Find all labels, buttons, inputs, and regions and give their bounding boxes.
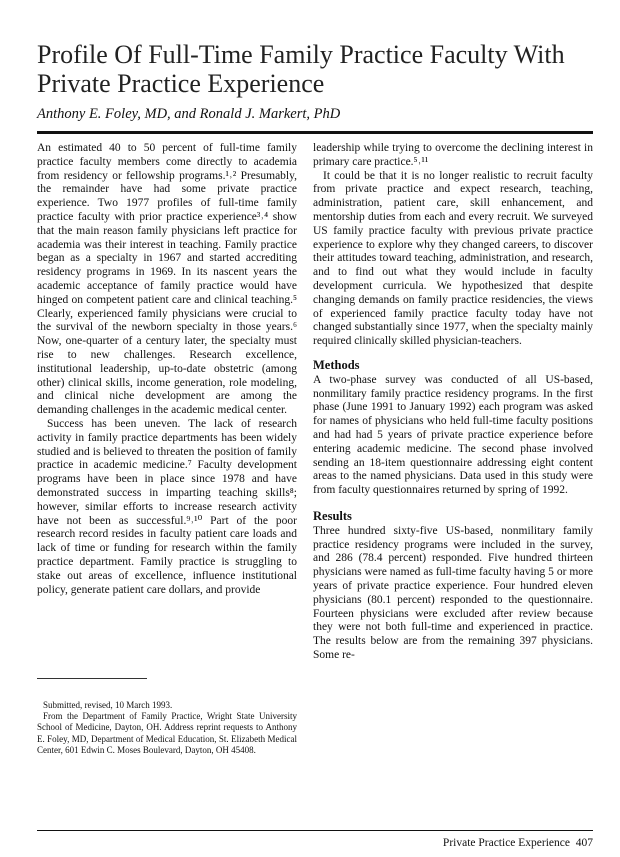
running-head: Private Practice Experience — [442, 837, 570, 849]
methods-heading: Methods — [313, 357, 360, 372]
footnote-block — [37, 700, 297, 756]
left-column — [37, 142, 297, 597]
body-paragraph: Success has been uneven. The lack of research activity in family practice departments has been widely studied and is believed to threaten the position of family practice in academic medicine.⁷ Faculty development programs have been in place since 1978 and have demonstrated success in imparting teaching skills⁸; however, similar efforts to increase research activity have not been as successful.⁹˒¹⁰ Part of the poor research record resides in faculty patient care loads and lack of time or funding for research within the family practice department. Family practice is struggling to stake out areas of excellence, influence institutional policy, generate patient care dollars, and provide — [37, 417, 297, 596]
affiliation-note: From the Department of Family Practice, Wright State University School of Medicine, Dayton, OH. Address reprint requests to Anthony E. Foley, MD, Department of Medical Education, St. Elizabeth Medical Center, 601 Edwin C. Moses Boulevard, Dayton, OH 45408. — [37, 711, 297, 755]
header-rule — [37, 131, 593, 134]
author-line: Anthony E. Foley, MD, and Ronald J. Markert, PhD — [37, 106, 341, 122]
methods-paragraph: A two-phase survey was conducted of all US-based, nonmilitary family practice residency programs. In the first phase (June 1991 to January 1992) each program was asked for names of physicians who held full-time faculty positions and had had 5 years of private practice experience before entering academic medicine. The second phase involved sending an 18-item questionnaire addressing eight content areas to the named physicians. Data used in this study were from faculty questionnaires returned by spring of 1992. — [313, 373, 593, 497]
page-number: 407 — [575, 837, 593, 849]
submitted-note: Submitted, revised, 10 March 1993. — [43, 700, 173, 710]
footer-rule — [37, 830, 593, 831]
results-heading: Results — [313, 508, 352, 523]
footnote-rule — [37, 678, 147, 679]
body-paragraph: leadership while trying to overcome the declining interest in primary care practice.⁵˒¹¹ — [313, 142, 593, 168]
body-paragraph: An estimated 40 to 50 percent of full-time family practice faculty members come directly to academia from residency or fellowship programs.¹˒² Presumably, the remainder have had some private practice experience. Two 1977 profiles of full-time family practice faculty with prior practice experience³˒⁴ show that the main reason family physicians left practice for academia was their interest in teaching. Family practice began as a specialty in 1967 and started accrediting residency programs in 1969. In its nascent years the academic acceptance of family practice would have hinged on competent patient care and clinical teaching.⁵ Clearly, experienced family physicians were crucial to the survival of the newborn specialty in those years.⁶ Now, one-quarter of a century later, the specialty must rise to new challenges. Research excellence, institutional leadership, up-to-date obstetric (among other) clinical skills, income generation, role modeling, and clinical niche development are among the demanding challenges in the academic medical center. — [37, 142, 297, 417]
body-paragraph: It could be that it is no longer realistic to recruit faculty from private practice and expect research, teaching, administration, patient care, skill enhancement, and mentorship duties from each and every recruit. We surveyed US family practice faculty with previous private practice experience to explore why they changed careers, to discover their attitudes toward teaching, administration, and research, and to find out what they would include in faculty development curricula. We hypothesized that despite changing demands on family practice residencies, the views of experienced family practice faculty today have not changed substantially since 1977, when the specialty mainly required clinically skilled physician-teachers. — [313, 169, 593, 348]
page-footer — [443, 837, 593, 849]
article-title: Profile Of Full-Time Family Practice Faculty With Private Practice Experience — [37, 40, 565, 98]
results-paragraph: Three hundred sixty-five US-based, nonmilitary family practice residency programs were included in the survey, and 286 (78.4 percent) responded. Five hundred thirteen physicians were named as full-time faculty having 5 or more years of private practice experience. Four hundred eleven physicians (80.1 percent) responded to the questionnaire. Fourteen physicians were excluded after review because they were not both full-time and experienced in practice. The results below are from the remaining 397 physicians. Some re- — [313, 524, 593, 661]
right-column — [313, 142, 593, 663]
